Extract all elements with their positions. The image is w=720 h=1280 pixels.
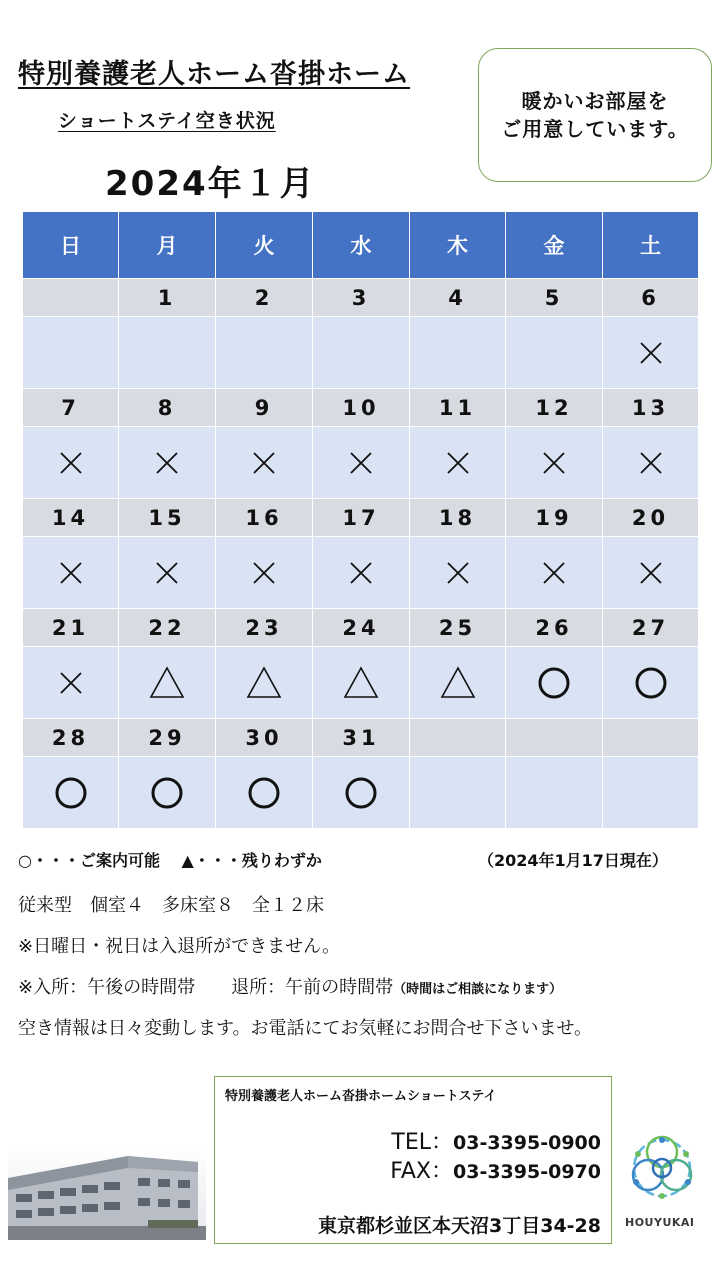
availability-cell xyxy=(23,757,119,829)
availability-cell xyxy=(23,317,119,389)
date-cell: 30 xyxy=(216,719,313,757)
date-cell: 10 xyxy=(313,389,410,427)
date-cell: 25 xyxy=(410,609,506,647)
few-left-triangle-icon xyxy=(343,665,379,701)
weekday-wed: 水 xyxy=(313,212,410,279)
unavailable-cross-icon xyxy=(246,555,282,591)
date-cell: 1 xyxy=(119,279,216,317)
date-cell: 9 xyxy=(216,389,313,427)
date-cell: 13 xyxy=(603,389,699,427)
availability-cell xyxy=(506,427,603,499)
date-cell: 17 xyxy=(313,499,410,537)
message-bubble xyxy=(478,48,712,182)
availability-cell xyxy=(603,427,699,499)
date-cell: 29 xyxy=(119,719,216,757)
bubble-line-1: 暖かいお部屋を xyxy=(521,89,669,113)
unavailable-cross-icon xyxy=(246,445,282,481)
date-cell: 11 xyxy=(410,389,506,427)
availability-cell xyxy=(506,537,603,609)
unavailable-cross-icon xyxy=(440,445,476,481)
date-cell: 27 xyxy=(603,609,699,647)
fax-line xyxy=(390,1154,601,1185)
availability-cell xyxy=(119,317,216,389)
tel-number: 03-3395-0900 xyxy=(453,1132,601,1154)
unavailable-cross-icon xyxy=(633,555,669,591)
date-cell: 4 xyxy=(410,279,506,317)
availability-cell xyxy=(506,647,603,719)
date-cell xyxy=(23,279,119,317)
available-circle-icon xyxy=(536,665,572,701)
date-cell: 8 xyxy=(119,389,216,427)
date-cell: 5 xyxy=(506,279,603,317)
availability-cell xyxy=(119,537,216,609)
logo-text: HOUYUKAI xyxy=(625,1216,695,1229)
availability-cell xyxy=(506,757,603,829)
times-note-small: （時間はご相談になります） xyxy=(393,982,563,997)
available-circle-icon xyxy=(149,775,185,811)
date-cell: 16 xyxy=(216,499,313,537)
page-subtitle: ショートステイ空き状況 xyxy=(58,110,276,132)
availability-cell xyxy=(216,537,313,609)
fax-number: 03-3395-0970 xyxy=(453,1161,601,1183)
facility-name: 特別養護老人ホーム沓掛ホームショートステイ xyxy=(225,1089,497,1104)
few-left-triangle-icon xyxy=(440,665,476,701)
availability-cell xyxy=(119,427,216,499)
date-cell: 7 xyxy=(23,389,119,427)
available-circle-icon xyxy=(246,775,282,811)
unavailable-cross-icon xyxy=(53,445,89,481)
date-cell: 2 xyxy=(216,279,313,317)
available-circle-icon xyxy=(343,775,379,811)
weekday-mon: 月 xyxy=(119,212,216,279)
info-note: 空き情報は日々変動します。お電話にてお気軽にお問合せ下さいませ。 xyxy=(18,1018,593,1039)
weekday-header-row xyxy=(23,212,699,279)
availability-cell xyxy=(410,427,506,499)
holiday-note: ※日曜日・祝日は入退所ができません。 xyxy=(18,936,341,957)
tel-label: TEL： xyxy=(391,1130,454,1155)
date-cell: 24 xyxy=(313,609,410,647)
date-cell: 6 xyxy=(603,279,699,317)
availability-cell xyxy=(216,647,313,719)
date-cell: 23 xyxy=(216,609,313,647)
tel-line xyxy=(391,1125,601,1156)
weekday-sat: 土 xyxy=(603,212,699,279)
availability-cell xyxy=(313,757,410,829)
availability-cell xyxy=(410,317,506,389)
few-left-triangle-icon xyxy=(246,665,282,701)
weekday-sun: 日 xyxy=(23,212,119,279)
availability-row xyxy=(23,537,699,609)
date-cell: 14 xyxy=(23,499,119,537)
date-cell: 19 xyxy=(506,499,603,537)
availability-cell xyxy=(313,427,410,499)
availability-cell xyxy=(410,757,506,829)
date-row xyxy=(23,389,699,427)
date-cell: 21 xyxy=(23,609,119,647)
date-cell: 3 xyxy=(313,279,410,317)
unavailable-cross-icon xyxy=(343,555,379,591)
availability-cell xyxy=(119,757,216,829)
unavailable-cross-icon xyxy=(536,555,572,591)
unavailable-cross-icon xyxy=(536,445,572,481)
date-cell: 20 xyxy=(603,499,699,537)
availability-cell xyxy=(23,537,119,609)
available-circle-icon xyxy=(53,775,89,811)
availability-cell xyxy=(313,647,410,719)
fax-label: FAX： xyxy=(390,1159,454,1184)
legend-available: ○・・・ご案内可能 xyxy=(18,851,160,870)
unavailable-cross-icon xyxy=(633,445,669,481)
address: 東京都杉並区本天沼3丁目34-28 xyxy=(318,1215,601,1237)
weekday-tue: 火 xyxy=(216,212,313,279)
availability-row xyxy=(23,757,699,829)
availability-cell xyxy=(603,757,699,829)
date-row xyxy=(23,719,699,757)
unavailable-cross-icon xyxy=(53,665,89,701)
date-cell: 26 xyxy=(506,609,603,647)
date-cell xyxy=(603,719,699,757)
page-title: 特別養護老人ホーム沓掛ホーム xyxy=(18,59,410,90)
availability-cell xyxy=(23,427,119,499)
availability-cell xyxy=(216,757,313,829)
bubble-line-2: ご用意しています。 xyxy=(501,117,689,141)
availability-cell xyxy=(119,647,216,719)
unavailable-cross-icon xyxy=(149,445,185,481)
availability-cell xyxy=(603,647,699,719)
date-row xyxy=(23,279,699,317)
times-note-main: ※入所：午後の時間帯 退所：午前の時間帯 xyxy=(18,977,394,998)
weekday-thu: 木 xyxy=(410,212,506,279)
availability-cell xyxy=(216,427,313,499)
availability-cell xyxy=(313,537,410,609)
date-cell: 28 xyxy=(23,719,119,757)
date-row xyxy=(23,499,699,537)
unavailable-cross-icon xyxy=(343,445,379,481)
as-of-date: （2024年1月17日現在） xyxy=(478,851,668,870)
few-left-triangle-icon xyxy=(149,665,185,701)
availability-cell xyxy=(410,537,506,609)
date-cell xyxy=(410,719,506,757)
legend xyxy=(18,848,668,871)
date-row xyxy=(23,609,699,647)
houyukai-logo-icon xyxy=(624,1130,700,1208)
availability-cell xyxy=(603,317,699,389)
availability-row xyxy=(23,317,699,389)
availability-cell xyxy=(506,317,603,389)
availability-calendar xyxy=(22,211,699,829)
date-cell: 22 xyxy=(119,609,216,647)
times-note xyxy=(18,973,562,999)
unavailable-cross-icon xyxy=(53,555,89,591)
availability-cell xyxy=(313,317,410,389)
availability-cell xyxy=(603,537,699,609)
availability-cell xyxy=(410,647,506,719)
weekday-fri: 金 xyxy=(506,212,603,279)
legend-few: ▲・・・残りわずか xyxy=(181,851,322,870)
unavailable-cross-icon xyxy=(149,555,185,591)
availability-cell xyxy=(216,317,313,389)
date-cell: 18 xyxy=(410,499,506,537)
date-cell: 15 xyxy=(119,499,216,537)
contact-box xyxy=(214,1076,612,1244)
rooms-note: 従来型 個室４ 多床室８ 全１２床 xyxy=(18,895,324,916)
date-cell xyxy=(506,719,603,757)
date-cell: 31 xyxy=(313,719,410,757)
availability-row xyxy=(23,427,699,499)
unavailable-cross-icon xyxy=(633,335,669,371)
building-photo xyxy=(8,1148,206,1240)
date-cell: 12 xyxy=(506,389,603,427)
month-heading: 2024年１月 xyxy=(105,164,316,204)
available-circle-icon xyxy=(633,665,669,701)
availability-cell xyxy=(23,647,119,719)
unavailable-cross-icon xyxy=(440,555,476,591)
availability-row xyxy=(23,647,699,719)
